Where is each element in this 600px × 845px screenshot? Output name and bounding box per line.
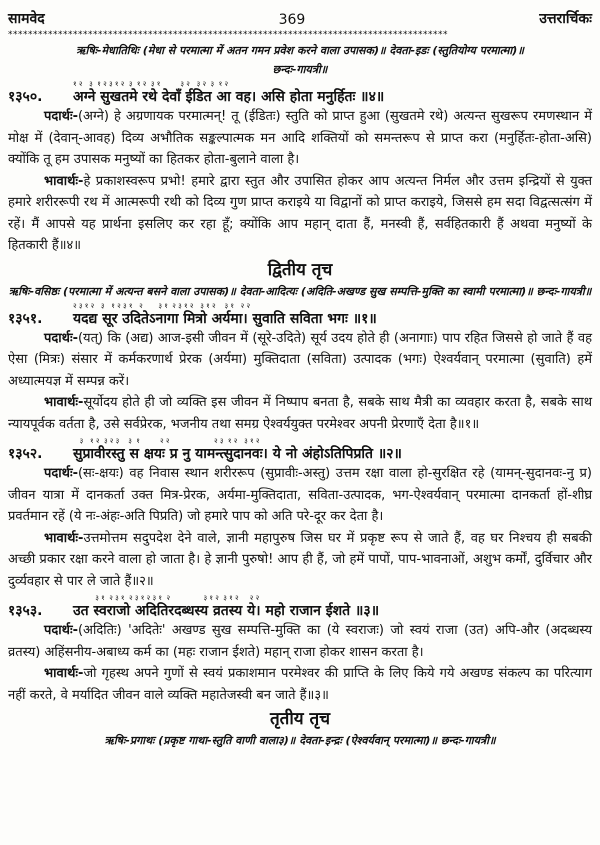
bhavarth-label: भावार्थः-	[44, 173, 84, 189]
running-header	[8, 8, 592, 28]
rishi-devata-line: ऋषिः-मेधातिथिः (मेधा से परमात्मा में अतन गमन प्रवेश करने वाला उपासक)॥ देवता-इडः (स्तुतियोग्य परमात्मा)॥	[76, 44, 524, 57]
bhavarth-text: हे प्रकाशस्वरूप प्रभो! हमारे द्वारा स्तुत और उपासित होकर आप अत्यन्त निर्मल और उत्तम इन्द्रियों से युक्त हमारे शरीररूपी रथ में आत्मरूपी रथी को दिव्य गुण प्राप्त कराइये या विद्वानों को प्राप्त कराइये, जिससे हम सदा विद्वत्सत्संग में रहें। मैं आपसे यह प्रार्थना इसलिए कर रहा हूँ; क्योंकि आप महान् दाता हैं, मनस्वी हैं, सर्वहितकारी हैं अथवा मनुष्यों के हितकारी हैं॥४॥	[8, 173, 592, 253]
bhavarth-paragraph	[8, 171, 592, 257]
header-book-title: सामवेद	[8, 11, 45, 27]
mantra-1353	[8, 602, 592, 620]
mantra-text: यदद्य सूर उदितेऽनागा मित्रो अर्यमा। सुवाति सविता भगः ॥१॥	[73, 310, 377, 327]
mantra-number: १३५०.	[8, 89, 43, 105]
padarth-label: पदार्थः-	[44, 623, 78, 638]
padarth-text: (सः-क्षयः) वह निवास स्थान शरीररूप (सुप्रावीः-अस्तु) उत्तम रक्षा वाला हो-सुरक्षित रहे (यामन्-सुदानवः-नु प्र) जीवन यात्रा में दानकर्ता उक्त मित्र-प्रेरक, अर्यमा-मुक्तिदाता, सविता-उत्पादक, भग-ऐश्वर्यवान् परमात्मा दानकर्ता हों-शीघ्र प्रवर्तमान रहें (ये नः-अंहः-अति पिप्रति) जो हमारे पाप को अति परे-दूर कर देता है।	[8, 466, 592, 524]
svara-marks: २ ३ १ २ ३ १ २ ३ १ २ ३ १ २ ३ १ २ ३ १ २ ३ १ २ २	[73, 301, 251, 310]
bhavarth-text: सूर्योदय होते ही जो व्यक्ति इस जीवन में निष्पाप बनता है, सबके साथ मैत्री का व्यवहार करता है, सबके साथ न्यायपूर्वक वर्तता है, उसे सर्वप्रेरक, भजनीय तथा समग्र ऐश्वर्ययुक्त परमेश्वर अपनी प्रेरणाएँ देता है॥१॥	[8, 395, 592, 432]
mantra-text: अग्ने सुखतमे रथे देवाँ ईडित आ वह। असि होता मनुर्हितः ॥४॥	[73, 89, 385, 105]
bhavarth-paragraph	[8, 663, 592, 706]
padarth-text: (अदितिः) 'अदितेः' अखण्ड सुख सम्पत्ति-मुक्ति का (ये स्वराजः) जो स्वयं राजा (उत) अपि-और (अदब्धस्य व्रतस्य) अहिंसनीय-अबाध्य कर्म का (महः राजान ईशते) महान् राजा होकर शासन करता है।	[8, 623, 592, 660]
padarth-text: (अग्ने) हे अग्रणायक परमात्मन्! तू (ईडितः) स्तुति को प्राप्त हुआ (सुखतमे रथे) अत्यन्त सुखरूप रमणस्थान में मोक्ष में (देवान्-आवह) दिव्य अभौतिक सङ्कल्पात्मक मन आदि शक्तियों को समन्तरूप से प्राप्त करा (मनुर्हितः-होता-असि) क्योंकि तू हम उपासक मनुष्यों का हितकर होता-बुलाने वाला है।	[8, 109, 592, 167]
padarth-paragraph	[8, 620, 592, 663]
section-heading: तृतीय तृच	[269, 709, 331, 729]
svara-marks: ३ १ २ ३ २ ३ ३ १ २ २ २ ३ १ २ ३ १ २	[73, 437, 260, 445]
svara-marks: ३ १ २ ३ १ २ ३ १ २ ३ १ २ ३ १ २ ३ १ २ २ २	[73, 594, 260, 602]
mantra-number: १३५२.	[8, 446, 43, 462]
section-heading: द्वितीय तृच	[267, 259, 333, 280]
page-number: 369	[278, 12, 306, 28]
rishi-devata-line: ऋषिः-प्रगाथः (प्रकृष्ट गाथा-स्तुति वाणी वाला३)॥ देवता-इन्द्रः (ऐश्वर्यवान् परमात्मा)॥ छन्दः-गायत्री॥	[104, 734, 496, 747]
svara-marks: १ २ ३ १ २ ३ १ २ ३ १ २ ३ १ ३ २ ३ २ ३ १ २	[73, 80, 229, 88]
rishi-devata-line: ऋषिः-वसिष्ठः (परमात्मा में अत्यन्त बसने वाला उपासक)॥ देवता-आदित्यः (अदिति-अखण्ड सुख सम्पत्ति-मुक्ति का स्वामी परमात्मा)॥ छन्दः-गायत्री॥	[8, 284, 592, 298]
bhavarth-label: भावार्थः-	[44, 666, 84, 681]
padarth-label: पदार्थः-	[44, 330, 78, 346]
header-section-title: उत्तरार्चिकः	[539, 11, 592, 27]
mantra-1350	[8, 88, 592, 106]
mantra-text: सुप्रावीरस्तु स क्षयः प्र नु यामन्त्सुदानवः। ये नो अंहोऽतिपिप्रति ॥२॥	[73, 446, 402, 462]
mantra-number: १३५१.	[8, 310, 43, 327]
mantra-1352	[8, 445, 592, 463]
bhavarth-label: भावार्थः-	[44, 530, 84, 546]
document-page	[8, 8, 592, 749]
bhavarth-text: उत्तमोत्तम सदुपदेश देने वाले, ज्ञानी महापुरुष जिस घर में प्रकृष्ट रूप से जाते हैं, वह घर निश्चय ही सबकी अच्छी प्रकार रक्षा करने वाला हो जाता है। हे ज्ञानी पुरुषो! आप ही हैं, जो हमें पापों, पाप-भावनाओं, अशुभ कर्मों, दुर्विचार और दुर्व्यवहार से पार ले जाते हैं॥२॥	[8, 530, 592, 589]
padarth-text: (यत्) कि (अद्य) आज-इसी जीवन में (सूरे-उदिते) सूर्य उदय होते ही (अनागाः) पाप रहित जिससे हो जाते हैं वह ऐसा (मित्रः) संसार में कर्मकरणार्थ प्रेरक (अर्यमा) मुक्तिदाता (सविता) उत्पादक (भगः) ऐश्वर्यवान् परमात्मा (सुवाति) हमें अध्यात्मयज्ञ में सम्पन्न करें।	[8, 330, 592, 389]
padarth-label: पदार्थः-	[44, 466, 78, 481]
mantra-1351	[8, 310, 592, 328]
padarth-paragraph	[8, 328, 592, 393]
bhavarth-label: भावार्थः-	[44, 395, 84, 410]
mantra-text: उत स्वराजो अदितिरदब्धस्य व्रतस्य ये। महो राजान ईशते ॥३॥	[73, 603, 380, 619]
header-separator: ****************************************************************************************	[8, 30, 448, 40]
chhand-line: छन्दः-गायत्री॥	[272, 63, 328, 76]
bhavarth-paragraph	[8, 528, 592, 593]
padarth-paragraph	[8, 463, 592, 528]
padarth-paragraph	[8, 106, 592, 171]
mantra-number: १३५३.	[8, 603, 43, 619]
bhavarth-paragraph	[8, 392, 592, 435]
bhavarth-text: जो गृहस्थ अपने गुणों से स्वयं प्रकाशमान परमेश्वर की प्राप्ति के लिए किये गये अखण्ड संकल्प का परित्याग नहीं करते, वे मर्यादित जीवन वाले व्यक्ति महातेजस्वी बन जाते हैं॥३॥	[8, 666, 592, 703]
padarth-label: पदार्थः-	[44, 109, 78, 124]
